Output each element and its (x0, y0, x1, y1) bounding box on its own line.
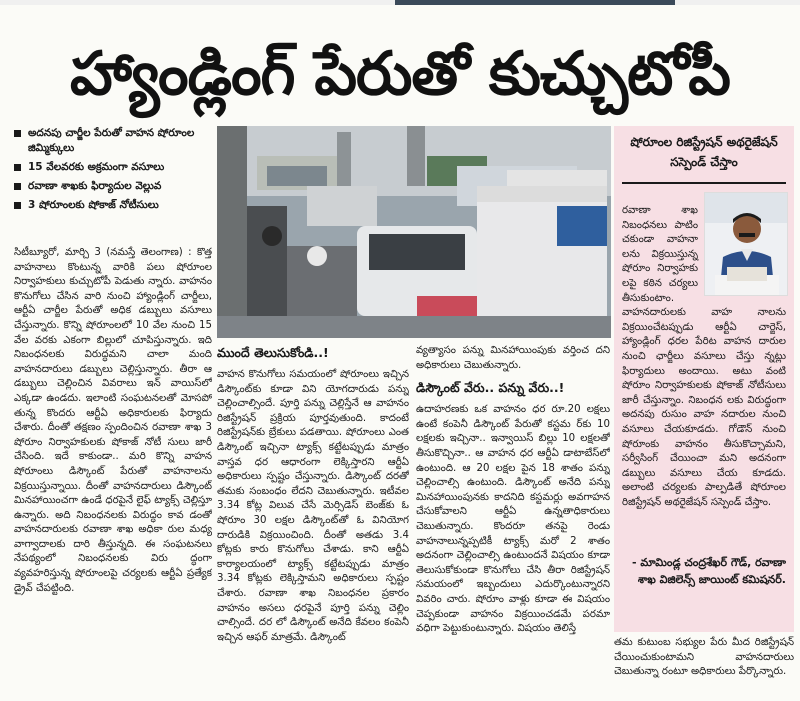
bullet-list (14, 126, 210, 217)
official-portrait (704, 192, 788, 296)
sidebar-heading: షోరూంల రిజిస్ట్రేషన్ అథరైజేషన్ సస్పెండ్ చేస్తాం (630, 135, 778, 169)
sidebar-text: రవాణా శాఖ నిబంధనలు పాటిం చకుండా వాహనా లను విక్రయిస్తున్న షోరూం నిర్వాహకు లపై కఠిన చర్యలు తీసుకుంటాం. వాహనదారులకు వాహ నాలను విక్రయించేటప్పుడు ఆర్టీఏ చార్జెస్, హ్యాండ్లింగ్ ధరల పేరిట వాహన దారుల నుంచి ఛార్జీలు వసూలు చేస్తు న్నట్లు ఫిర్యాదులు అందాయి. అటు వంటి షోరూం నిర్వాహకులకు షోకాజ్ నోటీసులు జారీ చేస్తున్నాం. నిబంధన లకు విరుద్ధంగా అదనపు రుసుం వాహ నదారుల నుంచి వసూలు చేయకూడదు. గోడౌన్ నుంచి షోరూంకు వాహనం తీసుకొచ్చామని, సర్వీసింగ్ చేయించా మని అదనంగా డబ్బులు వసూలు చేయ కూడదు. అలాంటి చర్యలకు పాల్పడితే షోరూంల రిజిస్ట్రేషన్ అథరైజేషన్ సస్పెండ్ చేస్తాం. (622, 205, 786, 508)
top-bar (0, 0, 800, 5)
traffic-photo-image (217, 126, 611, 338)
article-column-4 (614, 636, 794, 692)
top-bar-accent (395, 0, 675, 5)
sidebar-signature: - మామిండ్ల చంద్రశేఖర్ గౌడ్, రవాణా శాఖ విజిలెన్స్ జాయింట్ కమిషనర్. (632, 556, 786, 586)
subhead: డిస్కౌంట్ వేరు.. పన్ను వేరు..! (416, 380, 565, 396)
article-column-3 (416, 344, 610, 692)
headline: హ్యాండ్లింగ్ పేరుతో కుచ్చుటోపీ (70, 39, 730, 109)
bullet-item: 3 షోరూంలకు షోకాజ్ నోటీసులు (14, 198, 210, 213)
body-text: వ్యత్యాసం పన్ను మినహాయింపుకు వర్తించ దని అధికారులు చెబుతున్నారు. (416, 345, 610, 371)
body-text: ఉదాహరణకు ఒక వాహనం ధర రూ.20 లక్షలు ఉంటే కంపెనీ డిస్కౌంట్ పేరుతో కస్టమ ర్‌కు 10 లక్షలకు ఇచ్చినా.. ఇన్వాయిస్ బిల్లు 10 లక్షలతో తీసుకొచ్చినా.. ఆ వాహన ధర ఆర్టీఏ డాటాబేస్‌లో ఉంటుంది. ఆ 20 లక్షల పైన 18 శాతం పన్ను చెల్లించాల్సి ఉంటుంది. డిస్కౌంట్ అనేది పన్ను మినహాయింపునకు కాదనిది కస్టమర్లు అవగాహన చేసుకోవాలని ఆర్టీఏ ఉన్నతాధికారులు చెబుతున్నారు. కొందరూ తనపై రెండు వాహనాలున్నప్పటికీ ట్యాక్స్ మరో 2 శాతం అదనంగా చెల్లించాల్సి ఉంటుందనే విషయం కూడా తెలుసుకోకుండా కొనుగోలు చేసి తీరా రిజిస్ట్రేషన్ సమయంలో ఇబ్బందులు ఎదుర్కొంటున్నారని వివరిం చారు. షోరూం వాళ్లు కూడా ఈ విషయం చెప్పకుండా వాహనం విక్రయించడమే పరమా వధిగా పెట్టుకుంటున్నారు. విషయం తెలిస్తే (416, 404, 610, 635)
bullet-item: అదనపు చార్జీల పేరుతో వాహన షోరూంల జిమ్మిక్కులు (14, 126, 210, 156)
article-column-2 (217, 344, 409, 692)
bullet-item: 15 వేలవరకు అక్రమంగా వసూలు (14, 160, 210, 175)
body-text: తమ కుటుంబ సభ్యుల పేరు మీద రిజిస్ట్రేషన్ చేయించుకుంటామని వాహనదారులు చెబుతున్నా రంటూ అధికారులు పేర్కొన్నారు. (614, 637, 794, 678)
sidebar-divider (622, 182, 786, 184)
subhead: ముందే తెలుసుకోండి..! (217, 345, 329, 360)
bullet-item: రవాణా శాఖకు ఫిర్యాదుల వెల్లువ (14, 179, 210, 194)
body-text: వాహన కొనుగోలు సమయంలో షోరూంలు ఇచ్చిన డిస్కౌంట్‌కు కూడా విని యోగదారుడు పన్ను చెల్లించాల్సిందే. పూర్తి పన్ను చెల్లిస్తేనే ఆ వాహనం రిజిస్ట్రేషన్ ప్రక్రియ పూర్తవుతుంది. కాదంటే రిజిస్ట్రేషన్‌కు బ్రేకులు పడతాయి. షోరూంలు ఎంత డిస్కౌంట్ ఇచ్చినా ట్యాక్స్ కట్టేటప్పుడు మాత్రం వాస్తవ ధర ఆధారంగా లెక్కిస్తారని ఆర్టీఏ అధికారులు స్పష్టం చేస్తున్నారు. డిస్కౌంట్ దరతో తమకు సంబంధం లేదని చెబుతున్నారు. ఇటీవల 3.34 కోట్ల విలువ చేసే మెర్సిడెస్ బెంజ్‌కు ఓ షోరూం 30 లక్షల డిస్కౌంట్‌తో ఓ వినియోగ దారుడికి విక్రయించింది. దీంతో అతడు 3.4 కోట్లకు కారు కొనుగోలు చేశాడు. కాని ఆర్టీఏ కార్యాలయంలో ట్యాక్స్ కట్టేటప్పుడు మాత్రం 3.34 కోట్లకు లెక్కిస్తామని అధికారులు స్పష్టం చేశారు. రవాణా శాఖ నిబంధనల ప్రకారం వాహనం అసలు ధరపైనే పూర్తి పన్ను చెల్లిం చాల్సిందే. దర లో డిస్కౌంట్ అనేది కేవలం కంపెనీ ఇచ్చిన ఆఫర్ మాత్రమే. డిస్కౌంట్ (217, 369, 409, 643)
portrait-image (705, 193, 788, 296)
article-column-1 (14, 246, 212, 692)
body-text: సిటీబ్యూరో, మార్చి 3 (నమస్తే తెలంగాణ) : కొత్త వాహనాలు కొంటున్న వారికి పలు షోరూంల నిర్వాహకులు కుచ్చుటోపీ పెడుతు న్నారు. వాహనం కొనుగోలు చేసిన వారి నుంచి హ్యాండ్లింగ్ చార్జీలు, ఆర్టీఏ చార్జీల పేరుతో అధిక డబ్బులు వసూలు చేస్తున్నారు. కొన్ని షోరూంలలో 10 వేల నుంచి 15 వేల వరకు ఎకంగా బిల్లులో చూపిస్తున్నారు. ఇది నిబంధనలకు విరుద్ధమని చాలా మంది వాహనదారులు డబ్బులు చెల్లిస్తున్నారు. తీరా ఆ డబ్బులు చెల్లించిన వివరాలు ఇన్ వాయిస్‌లో ఎక్కడా ఉండదు. ఇలాంటి సంఘటనలతో మోసపో తున్న కొందరు ఆర్టీఏ అధికారులకు ఫిర్యాదు చేశారు. దీంతో తక్షణం స్పందించిన రవాణా శాఖ 3 షోరూం నిర్వాహకులకు షోకాజ్ నోటీ సులు జారీ చేసింది. ఇదే కాకుండా.. మరి కొన్ని వాహన షోరూంలు డిస్కౌంట్ పేరుతో వాహనాలను విక్రయిస్తున్నాయి. దీంతో వాహనదారులు డిస్కౌంట్ మినహాయించగా ఉండే ధరపైనే లైఫ్ ట్యాక్స్ చెల్లిస్తూ ఉన్నారు. అది నిబంధనలకు విరుద్ధం కావ డంతో వాహనదారులకు రవాణా శాఖ అధికా రుల మధ్య వాగ్వాదాలకు దారి తీస్తున్నది. ఈ సంఘటనలు నేపథ్యంలో నిబంధనలకు విరు ద్ధంగా వ్యవహరిస్తున్న షోరూంలపై చర్యలకు ఆర్టీఏ ప్రత్యేక డ్రైవ్ చేపట్టింది. (14, 247, 212, 594)
traffic-photo (217, 126, 611, 338)
quote-sidebar (614, 126, 794, 632)
